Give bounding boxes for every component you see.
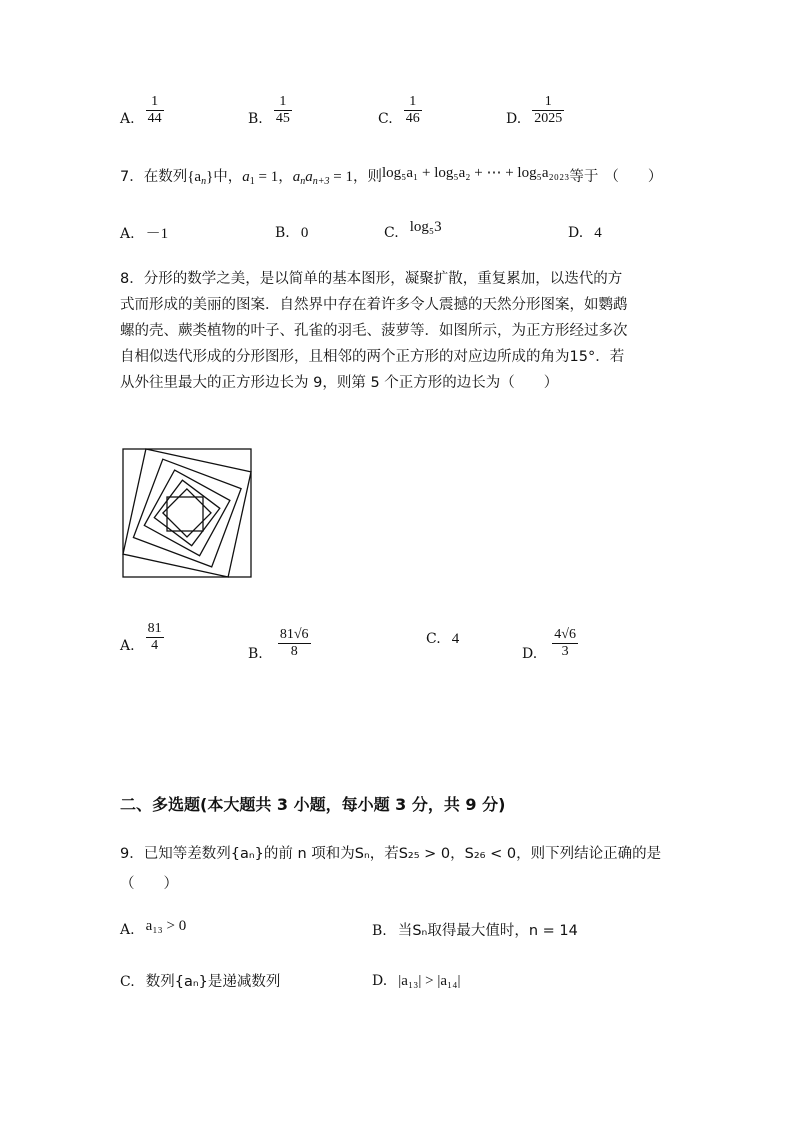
fraction [404,95,422,126]
q8-option-d [522,627,578,669]
option-label: D. [506,111,522,127]
q6-option-c [378,94,422,134]
q9-option-c [120,970,280,991]
option-label: B. [248,646,263,662]
q7-cond1: $a_1 = 1$ [242,169,279,187]
q8-line: 自相似迭代形成的分形图形，且相邻的两个正方形的对应边所成的角为15°．若 [120,349,625,365]
fraction [278,628,311,659]
q9-option-a [120,919,186,939]
q8-option-a [120,621,164,661]
fraction [146,95,164,126]
section-heading: 二、多选题(本大题共 3 小题，每小题 3 分，共 9 分) [120,795,506,814]
fraction [274,95,292,126]
denominator: 44 [147,111,162,126]
numerator: 4√6 [554,627,576,642]
fraction [532,95,564,126]
option-label: C. [384,225,399,241]
denominator: 2025 [534,111,563,126]
option-label: A. [120,638,135,654]
option-value: 当Sₙ取得最大值时，n = 14 [397,923,578,939]
option-label: C. [120,974,135,990]
q9-stem-line2: （ ） [120,876,178,892]
q7-option-c [384,219,442,242]
denominator: 45 [275,111,290,126]
fractal-squares-figure [120,446,254,580]
q9-stem-line1: 9．已知等差数列{aₙ}的前 n 项和为Sₙ，若S₂₅ > 0，S₂₆ < 0，则下列结论正确的是 [120,846,662,862]
option-value: 数列{aₙ}是递减数列 [145,974,281,990]
q8-option-b [248,627,311,669]
q6-option-a [120,94,164,134]
option-label: A. [120,111,135,127]
q7-mid: 中， [213,169,243,185]
answer-paren: （ ） [604,169,663,185]
numerator: 1 [409,94,417,109]
option-value: a₁₃ > 0 [145,918,187,934]
option-label: D. [568,225,584,241]
denominator: 46 [405,111,420,126]
question-number: 7． [120,169,144,185]
q6-option-d [506,94,564,134]
numerator: 1 [151,94,159,109]
numerator: 81 [147,621,162,636]
q8-line: 8．分形的数学之美，是以简单的基本图形，凝聚扩散，重复累加，以迭代的方 [120,271,623,287]
q7-text-start: 在数列 [143,169,188,185]
q7-then: ，则 [352,169,382,185]
q7-option-b [275,222,308,242]
option-label: B. [372,923,387,939]
q7-expression: log₅a₁ + log₅a₂ + ⋯ + log₅a₂₀₂₃ [381,165,570,181]
q7-option-d [568,222,602,242]
comma: ， [278,169,293,185]
q7-cond2: $a_na_{n+3} = 1$ [292,169,353,187]
option-value: 4 [594,225,602,241]
numerator: 81√6 [279,627,309,642]
q7-seq: $\{a_n\}$ [187,169,214,187]
q8-line: 螺的壳、蕨类植物的叶子、孔雀的羽毛、菠萝等．如图所示，为正方形经过多次 [120,323,628,339]
numerator: 1 [279,94,287,109]
q9-option-b [372,919,578,940]
option-label: A. [120,226,135,242]
denominator: 3 [561,644,569,659]
option-value: －1 [145,226,169,242]
q8-option-c [426,628,459,648]
square-3 [133,459,241,567]
q6-option-b [248,94,292,134]
option-label: B. [275,225,290,241]
fraction [552,628,578,659]
option-label: C. [378,111,393,127]
denominator: 4 [151,638,159,653]
numerator: 1 [544,94,552,109]
q8-stem [120,266,680,396]
option-value: |a₁₃| > |a₁₄| [398,973,461,989]
denominator: 8 [290,644,298,659]
option-label: D. [372,973,388,989]
option-label: A. [120,922,135,938]
option-label: D. [522,646,538,662]
option-value: log₅3 [409,219,442,235]
q9-option-d [372,970,461,990]
q8-line: 从外往里最大的正方形边长为 9，则第 5 个正方形的边长为（ ） [120,375,559,391]
option-label: C. [426,631,441,647]
q7-equals: 等于 [569,169,599,185]
option-value: 0 [300,225,309,241]
option-value: 4 [451,631,460,647]
q8-line: 式而形成的美丽的图案．自然界中存在着许多令人震撼的天然分形图案，如鹦鹉 [120,297,628,313]
option-label: B. [248,111,263,127]
q7-option-a [120,222,168,243]
q7-stem [120,165,662,187]
fraction [146,622,164,653]
